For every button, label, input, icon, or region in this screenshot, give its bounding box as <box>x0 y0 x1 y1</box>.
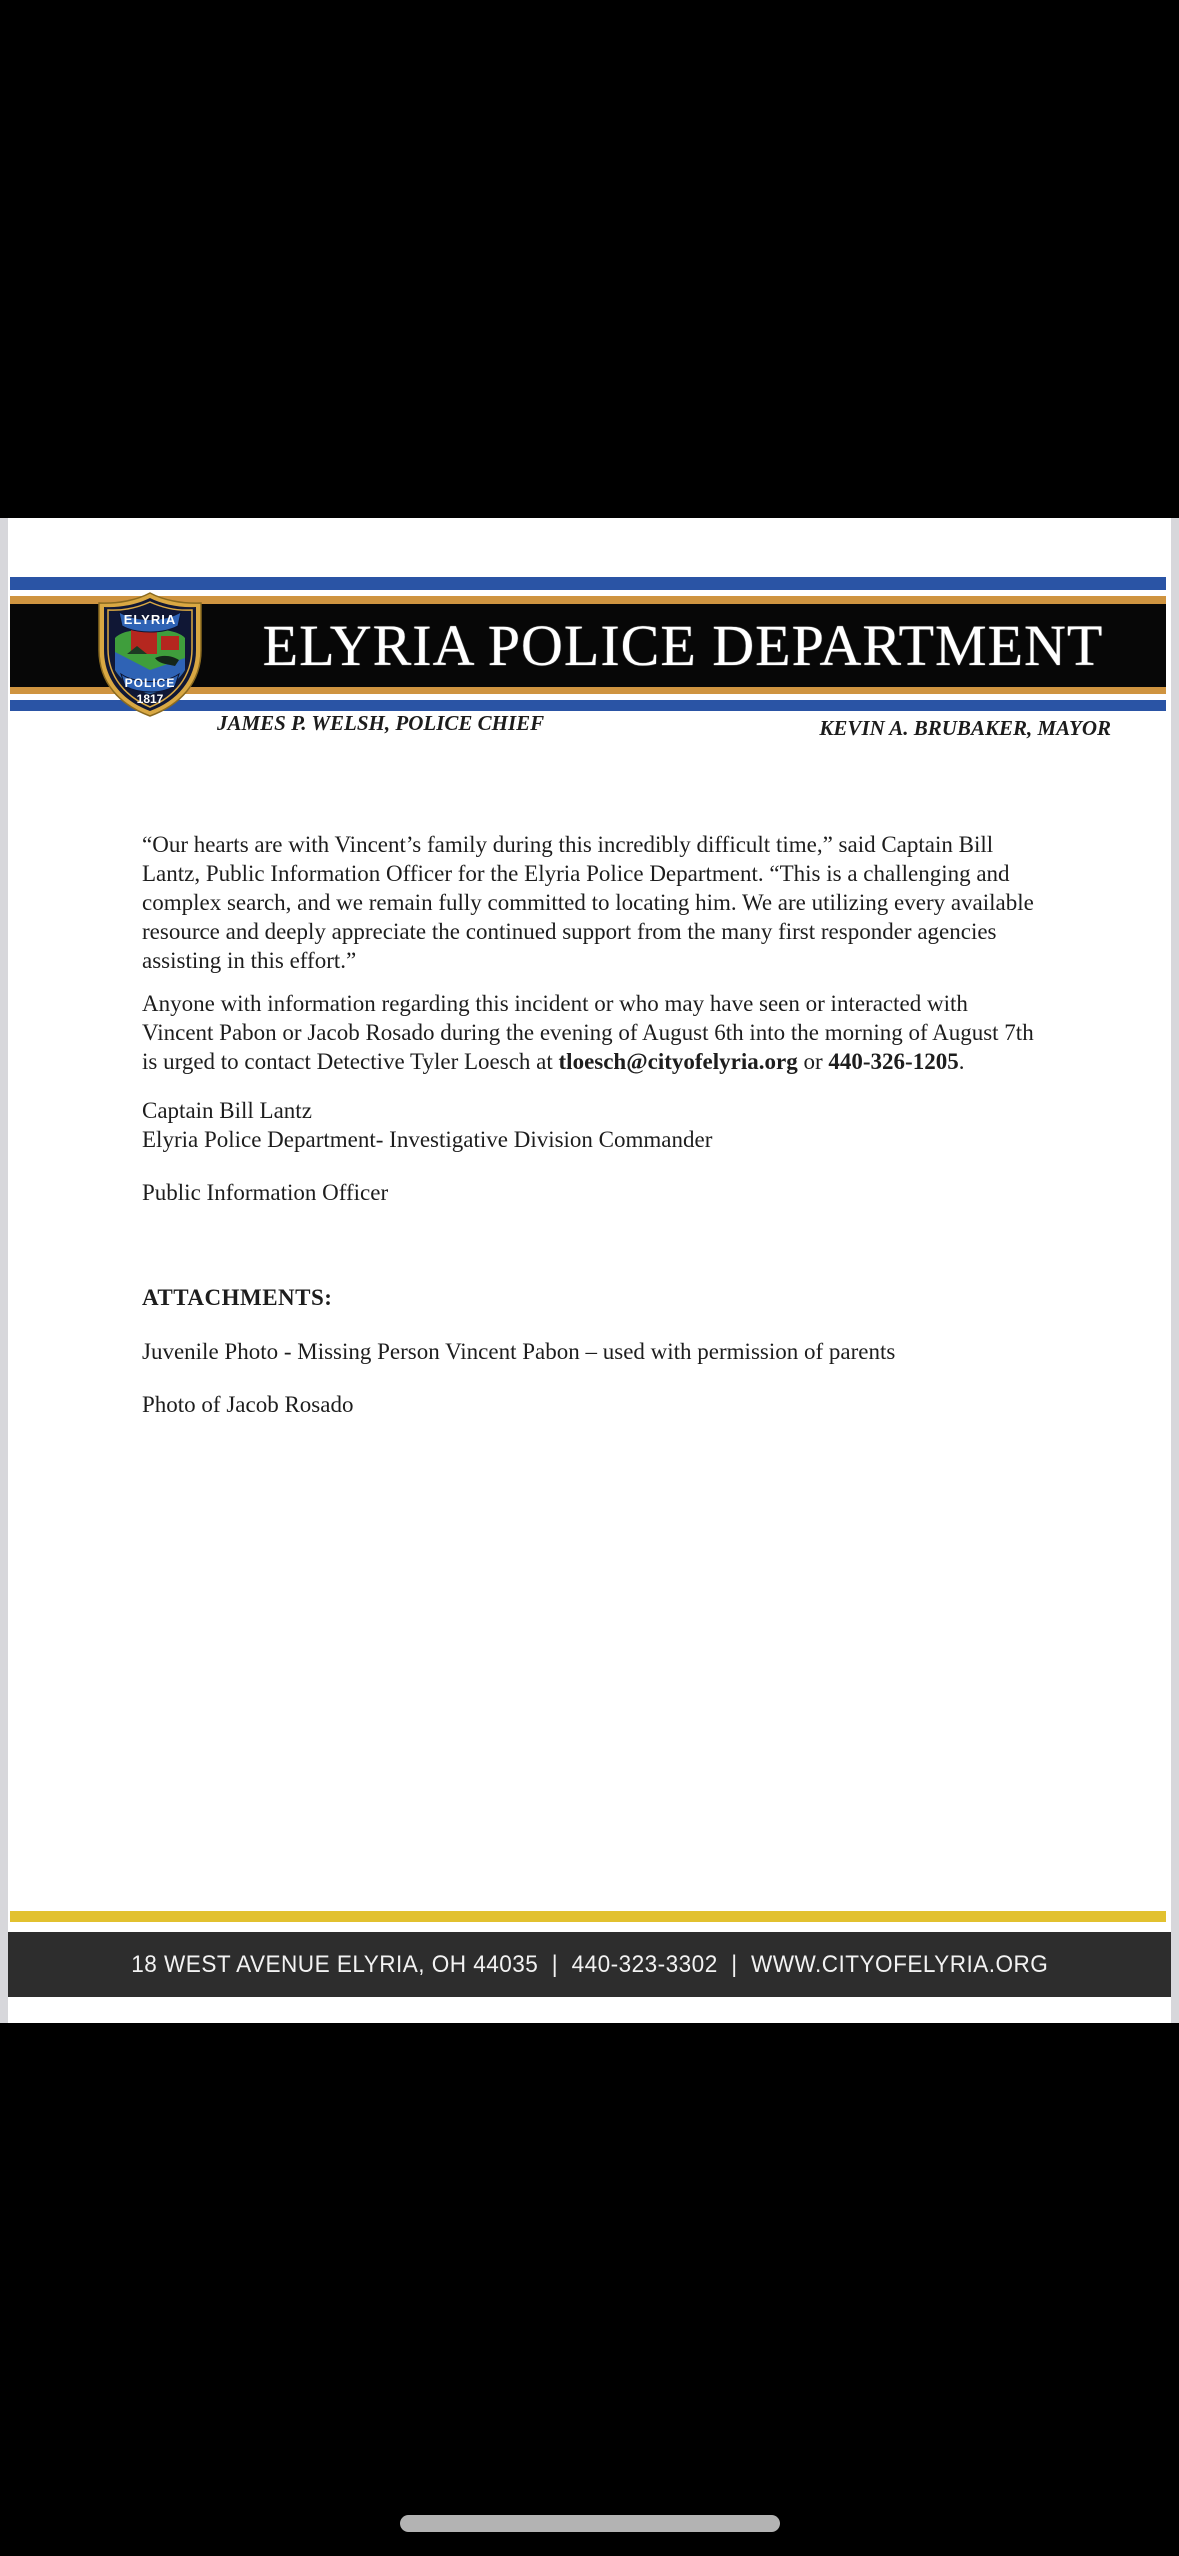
signature-name: Captain Bill Lantz <box>142 1098 312 1123</box>
letterhead-blue-stripe-top <box>10 577 1166 590</box>
attachment-item-2: Photo of Jacob Rosado <box>142 1392 354 1417</box>
signature-title: Elyria Police Department- Investigative Division Commander <box>142 1127 713 1152</box>
contact-email-link[interactable]: tloesch@cityofelyria.org <box>558 1049 798 1074</box>
department-title: ELYRIA POLICE DEPARTMENT <box>262 613 1104 678</box>
badge-arc-text: ELYRIA <box>123 612 177 627</box>
viewer-right-gutter <box>1171 518 1179 2023</box>
attachment-item-1: Juvenile Photo - Missing Person Vincent Pabon – used with permission of parents <box>142 1339 896 1364</box>
document-page[interactable] <box>8 518 1171 2023</box>
contact-phone-link[interactable]: 440-326-1205 <box>828 1049 959 1074</box>
elyria-police-badge-icon <box>95 592 205 718</box>
badge-band-text: POLICE <box>124 676 176 690</box>
footer-yellow-stripe <box>10 1911 1166 1922</box>
attachments-heading: ATTACHMENTS: <box>142 1285 333 1310</box>
home-indicator[interactable] <box>400 2515 780 2532</box>
badge-year-text: 1817 <box>136 692 164 706</box>
mayor-name: KEVIN A. BRUBAKER, MAYOR <box>819 716 1111 740</box>
contact-paragraph <box>142 989 1039 1076</box>
contact-or-text: or <box>797 1049 829 1074</box>
footer-bar <box>8 1932 1171 1997</box>
contact-paragraph-text: Anyone with information regarding this incident or who may have seen or interacted with Vincent Pabon or Jacob Rosado during the evening of August 6th into the morning of August 7th is urged to contact Detective Tyler Loesch at <box>142 991 1034 1074</box>
police-chief-name: JAMES P. WELSH, POLICE CHIEF <box>217 711 545 735</box>
contact-period: . <box>958 1049 965 1074</box>
footer-contact-text[interactable]: 18 WEST AVENUE ELYRIA, OH 44035 | 440-323-3302 | WWW.CITYOFELYRIA.ORG <box>130 1950 1048 1978</box>
signature-block <box>142 1096 1039 1154</box>
viewer-left-gutter <box>0 518 8 2023</box>
signature-role: Public Information Officer <box>142 1180 389 1205</box>
quote-paragraph: “Our hearts are with Vincent’s family during this incredibly difficult time,” said Captain Bill Lantz, Public Information Officer for the Elyria Police Department. “This is a challenging and complex search, and we remain fully committed to locating him. We are utilizing every available resource and deeply appreciate the continued support from the many first responder agencies assisting in this effort.” <box>142 832 1034 973</box>
